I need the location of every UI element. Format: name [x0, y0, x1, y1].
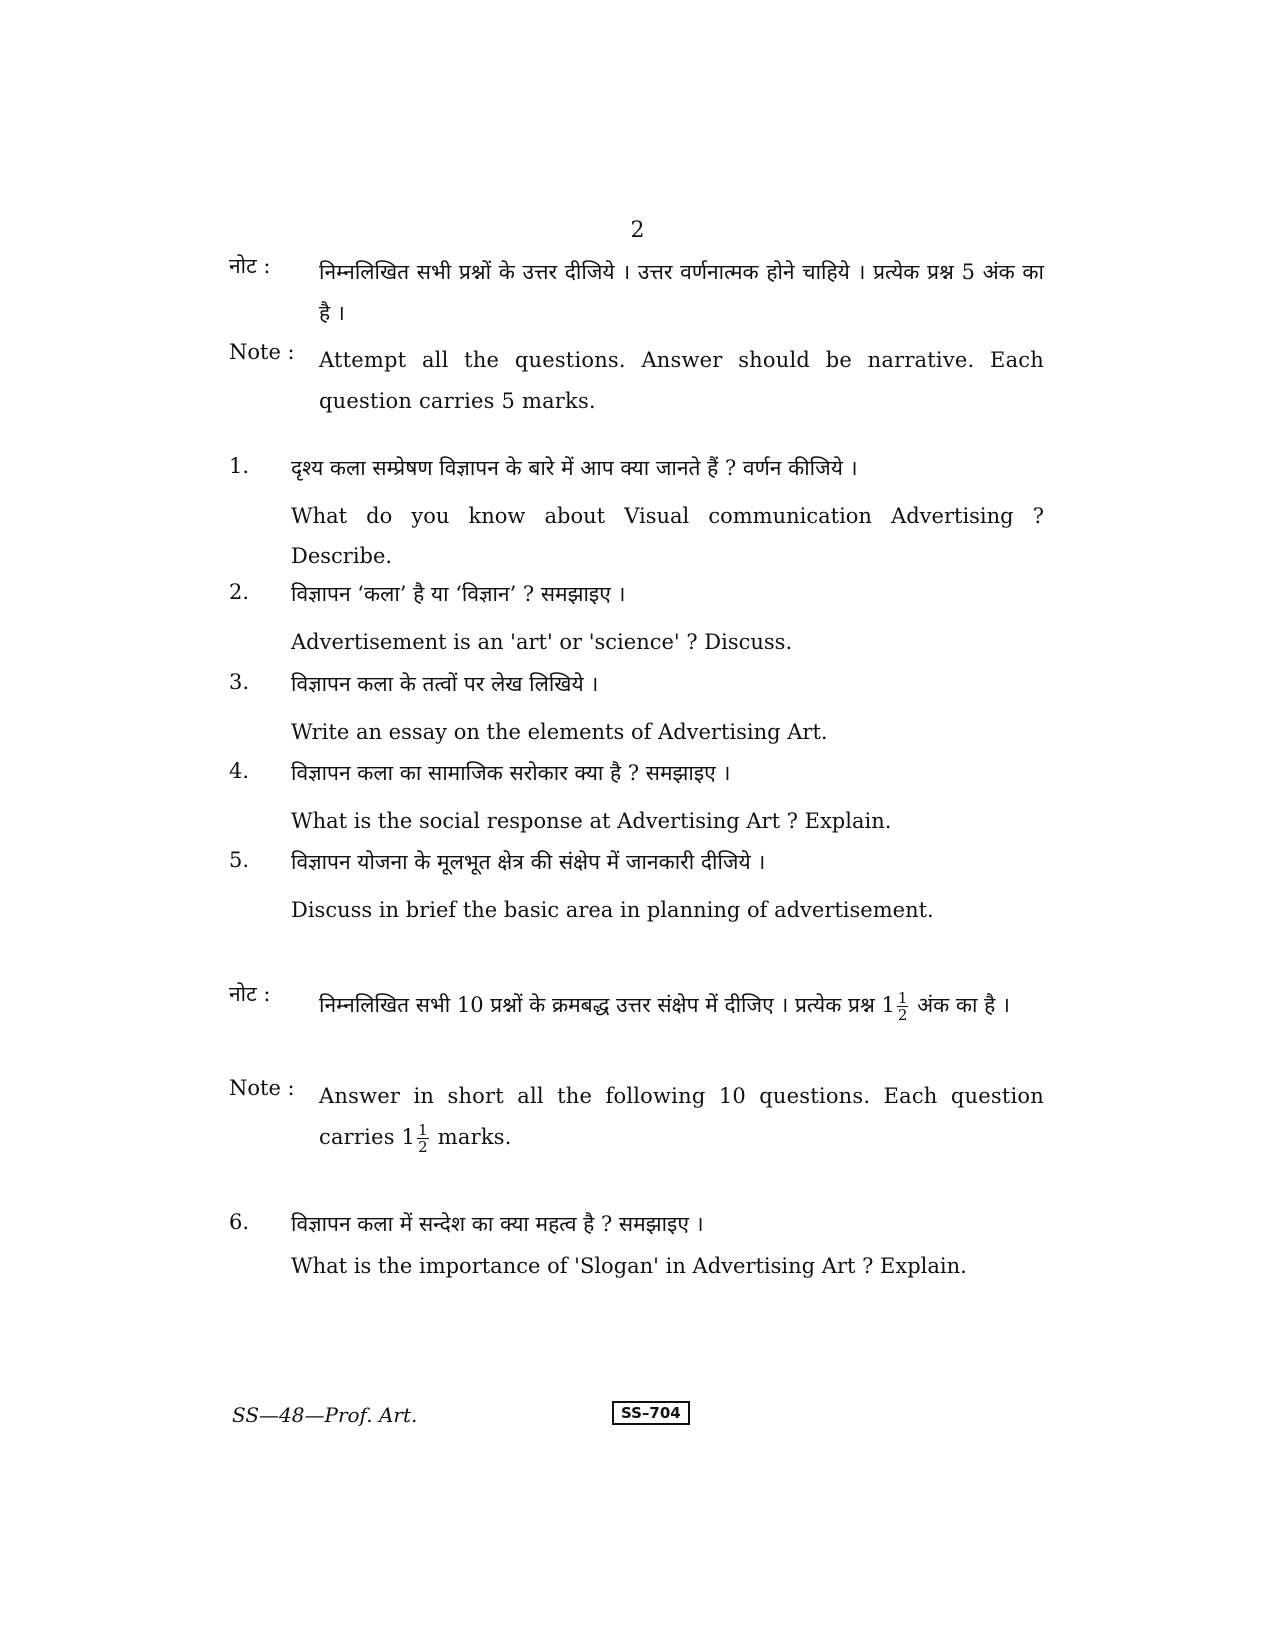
note-2-english: [229, 1076, 1044, 1158]
question-number: 4.: [229, 759, 250, 783]
question-number: 2.: [229, 580, 250, 604]
page-number: 2: [630, 218, 645, 243]
question-1: [229, 450, 1044, 576]
question-text-hindi: विज्ञापन कला के तत्वों पर लेख लिखिये ।: [291, 672, 599, 696]
note-1-english: [229, 340, 1044, 422]
fraction-numerator: 1: [897, 989, 908, 1007]
question-number: 5.: [229, 848, 250, 872]
footer-paper-code: SS–704: [612, 1401, 690, 1425]
note-text: [319, 1076, 1044, 1158]
question-number: 6.: [229, 1210, 250, 1234]
question-4: [229, 755, 1044, 841]
question-text-english: What is the importance of 'Slogan' in Advertising Art ? Explain.: [291, 1254, 967, 1278]
note-text: [319, 980, 1044, 1030]
fraction-denominator: 2: [418, 1138, 428, 1156]
fraction: [897, 990, 909, 1023]
note-label: Note :: [229, 340, 295, 364]
note-label: नोट :: [229, 982, 271, 1006]
note-label: Note :: [229, 1076, 295, 1100]
footer-series-label: SS—48—Prof. Art.: [232, 1403, 418, 1427]
question-5: [229, 844, 1044, 930]
question-text-hindi: विज्ञापन कला में सन्देश का क्या महत्व है ? समझाइए ।: [291, 1212, 704, 1236]
fraction: [417, 1122, 429, 1155]
question-text-english: What is the social response at Advertising Art ? Explain.: [291, 809, 892, 833]
question-text-english: Advertisement is an 'art' or 'science' ? Discuss.: [291, 630, 793, 654]
note-2-hindi: [229, 980, 1044, 1030]
note-text-part: marks.: [437, 1125, 512, 1149]
note-label: नोट :: [229, 254, 271, 278]
question-text-hindi: विज्ञापन योजना के मूलभूत क्षेत्र की संक्षेप में जानकारी दीजिये ।: [291, 850, 766, 874]
question-text-hindi: विज्ञापन कला का सामाजिक सरोकार क्या है ? समझाइए ।: [291, 761, 731, 785]
question-text-hindi: दृश्य कला सम्प्रेषण विज्ञापन के बारे में आप क्या जानते हैं ? वर्णन कीजिये ।: [291, 456, 858, 480]
question-3: [229, 666, 1044, 752]
question-text-english: Discuss in brief the basic area in planning of advertisement.: [291, 898, 934, 922]
note-text-part: निम्नलिखित सभी 10 प्रश्नों के क्रमबद्ध उत्तर संक्षेप में दीजिए । प्रत्येक प्रश्न 1: [319, 993, 895, 1017]
question-text-english: What do you know about Visual communication Advertising ? Describe.: [291, 504, 1044, 568]
note-text: Attempt all the questions. Answer should be narrative. Each question carries 5 marks.: [319, 348, 1044, 413]
question-text-hindi: विज्ञापन ‘कला’ है या ‘विज्ञान’ ? समझाइए ।: [291, 582, 626, 606]
question-text-english: Write an essay on the elements of Advertising Art.: [291, 720, 828, 744]
question-number: 1.: [229, 454, 250, 478]
question-6: [229, 1206, 1044, 1286]
note-1-hindi: [229, 252, 1044, 334]
question-number: 3.: [229, 670, 250, 694]
note-text: निम्नलिखित सभी प्रश्नों के उत्तर दीजिये । उत्तर वर्णनात्मक होने चाहिये । प्रत्येक प्रश्न 5 अंक का है ।: [319, 260, 1044, 325]
fraction-denominator: 2: [897, 1006, 908, 1024]
question-2: [229, 576, 1044, 662]
fraction-numerator: 1: [418, 1121, 428, 1139]
note-text-part: अंक का है ।: [917, 993, 1010, 1017]
note-text-part: Answer in short all the following 10 questions. Each question carries 1: [319, 1084, 1044, 1149]
